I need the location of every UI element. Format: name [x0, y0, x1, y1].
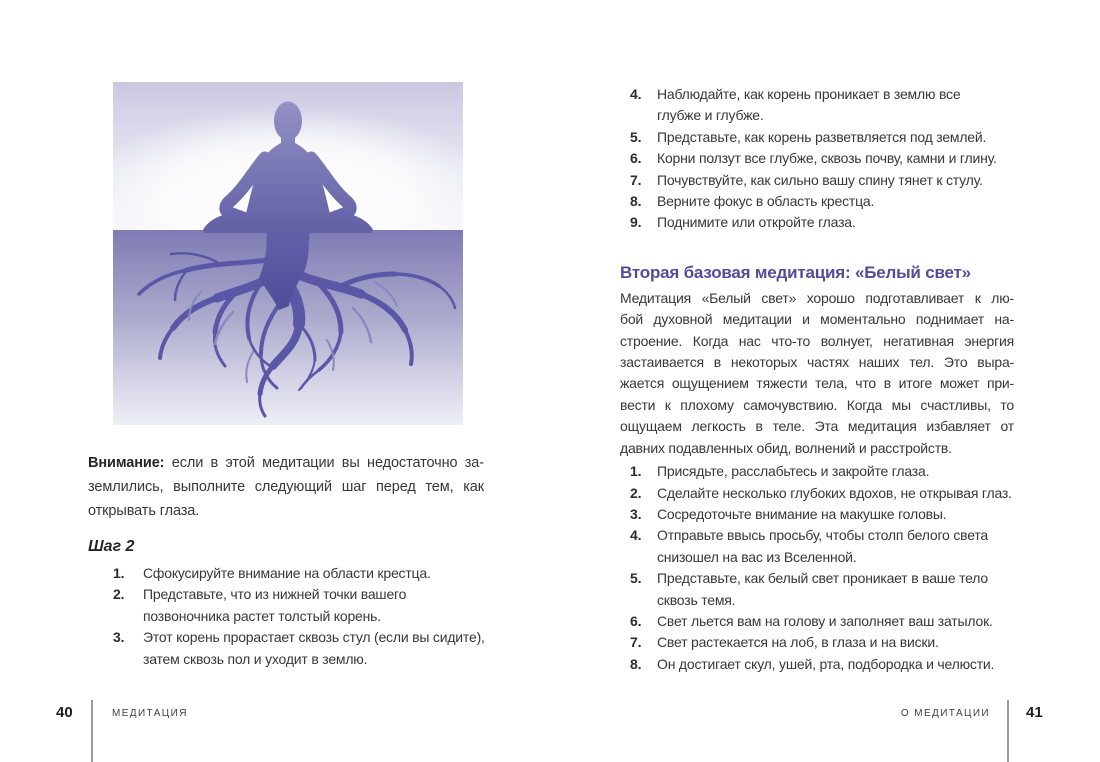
list-item — [630, 611, 1014, 632]
list-item — [630, 84, 1014, 127]
list-item-number: 1. — [630, 463, 642, 480]
list-item-text: Этот корень прорастает сквозь стул (если вы сидите), затем сквозь пол и уходит в землю. — [143, 629, 485, 667]
list-item-text: Представьте, как корень разветвляется под землей. — [657, 128, 987, 145]
list-item-text: Присядьте, расслабьтесь и закройте глаза. — [657, 463, 930, 480]
list-item — [630, 568, 1014, 611]
list-item-number: 6. — [630, 150, 642, 167]
list-item-text: Верните фокус в область крестца. — [657, 193, 875, 210]
list-item-number: 1. — [113, 565, 125, 581]
step-2-heading: Шаг 2 — [88, 538, 135, 555]
list-item-text: Наблюдайте, как корень проникает в землю все глубже и глубже. — [657, 86, 961, 124]
list-item — [630, 212, 1014, 233]
attention-lines: землились, выполните следующий шаг перед тем, как открывать глаза. — [88, 479, 484, 519]
list-item-number: 5. — [630, 570, 642, 587]
list-item-text: Поднимите или откройте глаза. — [657, 214, 856, 231]
list-item-number: 3. — [630, 505, 642, 522]
list-item-text: Представьте, как белый свет проникает в ваше тело сквозь темя. — [657, 570, 988, 608]
page-left — [88, 82, 484, 670]
list-item — [630, 148, 1014, 169]
list-item-number: 9. — [630, 214, 642, 231]
list-item-text: Свет льется вам на голову и заполняет ваш затылок. — [657, 612, 993, 629]
list-item — [630, 525, 1014, 568]
list-item-text: Почувствуйте, как сильно вашу спину тянет к стулу. — [657, 171, 983, 188]
page-right — [620, 84, 1014, 675]
list-item-number: 4. — [630, 527, 642, 544]
list-item-text: Отправьте ввысь просьбу, чтобы столп белого света снизошел на вас из Вселенной. — [657, 527, 988, 565]
list-item-number: 3. — [113, 629, 125, 646]
list-item — [630, 632, 1014, 653]
list-item-number: 6. — [630, 612, 642, 629]
attention-line-1 — [88, 451, 484, 475]
list-item-number: 7. — [630, 171, 642, 188]
list-item-number: 5. — [630, 128, 642, 145]
list-item-number: 7. — [630, 634, 642, 651]
list-item-number: 2. — [113, 586, 125, 603]
list-item-number: 4. — [630, 86, 642, 102]
list-item — [630, 461, 1014, 482]
attention-line-1-text: если в этой медитации вы недостаточно за- — [164, 455, 484, 471]
grounding-steps-continued-list — [620, 84, 1014, 234]
list-item-text: Корни ползут все глубже, сквозь почву, камни и глину. — [657, 150, 997, 167]
footer-label-left: МЕДИТАЦИЯ — [112, 708, 188, 719]
step-2-list — [88, 563, 484, 670]
list-item — [630, 654, 1014, 675]
list-item — [113, 584, 484, 627]
list-item-number: 8. — [630, 193, 642, 210]
page-number-right: 41 — [1026, 704, 1043, 721]
list-item-text: Представьте, что из нижней точки вашего позвоночника растет толстый корень. — [143, 586, 407, 624]
meditation-figure-icon — [113, 82, 463, 425]
list-item-number: 2. — [630, 484, 642, 501]
page-number-left: 40 — [56, 704, 73, 721]
list-item-text: Он достигает скул, ушей, рта, подбородка и челюсти. — [657, 655, 995, 672]
list-item-text: Сосредоточьте внимание на макушке головы. — [657, 505, 947, 522]
list-item-text: Свет растекается на лоб, в глаза и на виски. — [657, 634, 939, 651]
list-item — [630, 483, 1014, 504]
footer-rule-left — [91, 700, 93, 762]
list-item — [113, 627, 484, 670]
meditation-roots-illustration — [113, 82, 463, 425]
list-item — [630, 170, 1014, 191]
attention-note — [88, 451, 484, 523]
section-heading-white-light: Вторая базовая медитация: «Белый свет» — [620, 262, 971, 282]
list-item — [113, 563, 484, 584]
list-item — [630, 127, 1014, 148]
white-light-paragraph: Медитация «Белый свет» хорошо подготавливает к лю- бой духовной медитации и моментально поднимает на- строение. Когда нас что-то волнует, негативная энергия застаивается в некоторых частях наших тел. Это выра- жается ощущением тяжести тела, что в итоге может при- вести к плохому самочувствию. Когда мы счастливы, то ощущаем легкость в теле. Эта медитация избавляет от давних подавленных обид, волнений и расстройств. — [620, 289, 1014, 456]
list-item-text: Сфокусируйте внимание на области крестца. — [143, 565, 431, 581]
list-item-text: Сделайте несколько глубоких вдохов, не открывая глаз. — [657, 484, 1012, 501]
attention-label: Внимание: — [88, 455, 165, 471]
list-item-number: 8. — [630, 655, 642, 672]
list-item — [630, 191, 1014, 212]
footer-label-right: О МЕДИТАЦИИ — [900, 708, 990, 719]
list-item — [630, 504, 1014, 525]
footer-rule-right — [1007, 700, 1009, 762]
white-light-steps-list — [620, 461, 1014, 675]
